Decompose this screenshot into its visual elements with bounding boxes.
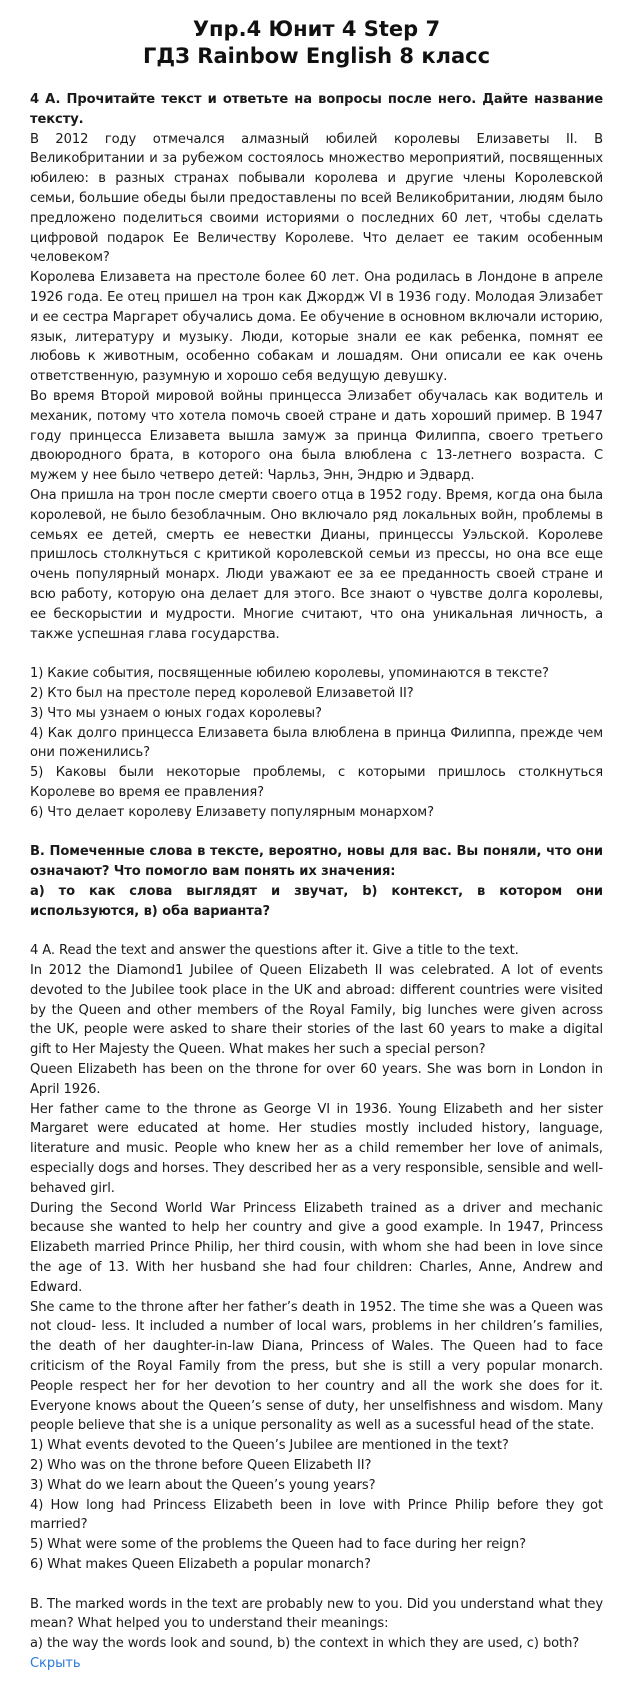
exercise-content <box>30 90 603 1674</box>
page-title-line-1: Упр.4 Юнит 4 Step 7 <box>192 17 441 41</box>
ru-question-6: 6) Что делает королеву Елизавету популярным монархом? <box>30 804 434 820</box>
hide-link[interactable]: Скрыть <box>30 1655 81 1671</box>
ru-question-5: 5) Каковы были некоторые проблемы, с которыми пришлось столкнуться Королеве во время ее правления? <box>30 765 603 800</box>
en-question-6: 6) What makes Queen Elizabeth a popular monarch? <box>30 1556 371 1572</box>
en-question-4: 4) How long had Princess Elizabeth been in love with Prince Philip before they got married? <box>30 1497 603 1533</box>
en-question-5: 5) What were some of the problems the Queen had to face during her reign? <box>30 1537 526 1553</box>
en-question-1: 1) What events devoted to the Queen’s Jubilee are mentioned in the text? <box>30 1438 509 1454</box>
en-paragraph-2: Queen Elizabeth has been on the throne for over 60 years. She was born in London in April 1926. <box>30 1062 603 1097</box>
ru-question-2: 2) Кто был на престоле перед королевой Елизаветой II? <box>30 685 414 701</box>
en-task-b-options: a) the way the words look and sound, b) the context in which they are used, c) both? <box>30 1636 580 1652</box>
en-paragraph-4: During the Second World War Princess Elizabeth trained as a driver and mechanic because she wanted to help her country and give a good example. In 1947, Princess Elizabeth married Prince Philip, her third cousin, with whom she had been in love since the age of 13. With her husband she had four children: Charles, Anne, Andrew and Edward. <box>30 1200 603 1295</box>
spacer <box>30 822 603 842</box>
spacer <box>30 921 603 941</box>
spacer <box>30 1575 603 1595</box>
page-title-line-2: ГДЗ Rainbow English 8 класс <box>142 44 491 68</box>
en-paragraph-5: She came to the throne after her father’s death in 1952. The time she was a Queen was not cloud- less. It included a number of local wars, problems in her children’s families, the death of her daughter-in-law Diana, Princess of Wales. The Queen had to face criticism of the Royal Family from the press, but she is still a very popular monarch. People respect her for her devotion to her country and all the work she does for it. Everyone knows about the Queen’s sense of duty, her unselfishness and wisdom. Many people believe that she is a unique personality as well as a sucessful head of the state. <box>30 1299 603 1434</box>
ru-paragraph-4: Она пришла на трон после смерти своего отца в 1952 году. Время, когда она была королевой, не было безоблачным. Оно включало ряд локальных войн, проблемы в семьях ее детей, смерть ее невестки Дианы, принцессы Уэльской. Королеве пришлось столкнуться с критикой королевской семьи из прессы, но она все еще очень популярный монарх. Люди уважают ее за ее преданность своей стране и всю работу, которую она делает для этого. Все знают о чувстве долга королевы, ее бескорыстии и мудрости. Многие считают, что она уникальная личность, а также успешная глава государства. <box>30 487 603 642</box>
page-title <box>30 16 603 70</box>
ru-task-a: 4 A. Прочитайте текст и ответьте на вопросы после него. Дайте название тексту. <box>30 92 603 127</box>
en-question-3: 3) What do we learn about the Queen’s young years? <box>30 1477 376 1493</box>
ru-task-b: B. Помеченные слова в тексте, вероятно, новы для вас. Вы поняли, что они означают? Что помогло вам понять их значения: <box>30 844 603 880</box>
ru-paragraph-2: Королева Елизавета на престоле более 60 лет. Она родилась в Лондоне в апреле 1926 года. Ее отец пришел на трон как Джордж VI в 1936 году. Молодая Элизабет и ее сестра Маргарет обучались дома. Ее обучение в основном включали историю, язык, литературу и музыку. Люди, которые знали ее как ребенка, помнят ее любовь к животным, особенно собакам и лошадям. Они описали ее как очень ответственную, разумную и хорошо себя ведущую девушку. <box>30 270 603 385</box>
ru-question-3: 3) Что мы узнаем о юных годах королевы? <box>30 705 322 721</box>
spacer <box>30 644 603 664</box>
ru-question-1: 1) Какие события, посвященные юбилею королевы, упоминаются в тексте? <box>30 666 549 682</box>
en-question-2: 2) Who was on the throne before Queen Elizabeth II? <box>30 1457 372 1473</box>
en-paragraph-1: In 2012 the Diamond1 Jubilee of Queen Elizabeth II was celebrated. A lot of events devoted to the Jubilee took place in the UK and abroad: different countries were visited by the Queen and other members of the Royal Family, big lunches were given across the UK, people were asked to share their stories of the last 60 years to make a digital gift to Her Majesty the Queen. What makes her such a special person? <box>30 963 603 1058</box>
en-task-b: B. The marked words in the text are probably new to you. Did you understand what they mean? What helped you to understand their meanings: <box>30 1596 603 1632</box>
ru-question-4: 4) Как долго принцесса Елизавета была влюблена в принца Филиппа, прежде чем они поженились? <box>30 725 603 761</box>
ru-task-b-options: а) то как слова выглядят и звучат, b) контекст, в котором они используются, в) оба варианта? <box>30 883 603 919</box>
en-paragraph-3: Her father came to the throne as George VI in 1936. Young Elizabeth and her sister Margaret were educated at home. Her studies mostly included history, language, literature and music. People who knew her as a child remember her love of animals, especially dogs and horses. They described her as a very responsible, sensible and well-behaved girl. <box>30 1101 603 1196</box>
en-task-a: 4 A. Read the text and answer the questions after it. Give a title to the text. <box>30 943 519 959</box>
ru-paragraph-3: Во время Второй мировой войны принцесса Элизабет обучалась как водитель и механик, потому что хотела помочь своей стране и дать хороший пример. В 1947 году принцесса Елизавета вышла замуж за принца Филиппа, своего третьего двоюродного брата, в которого она была влюблена с 13-летнего возраста. С мужем у нее было четверо детей: Чарльз, Энн, Эндрю и Эдвард. <box>30 388 603 484</box>
ru-paragraph-1: В 2012 году отмечался алмазный юбилей королевы Елизаветы II. В Великобритании и за рубежом состоялось множество мероприятий, посвященных юбилею: в разных странах побывали королева и другие члены Королевской семьи, большие обеды были предоставлены по всей Великобритании, людям было предложено поделиться своими историями о последних 60 лет, чтобы сделать цифровой подарок Ее Величеству Королеве. Что делает ее таким особенным человеком? <box>30 131 603 266</box>
